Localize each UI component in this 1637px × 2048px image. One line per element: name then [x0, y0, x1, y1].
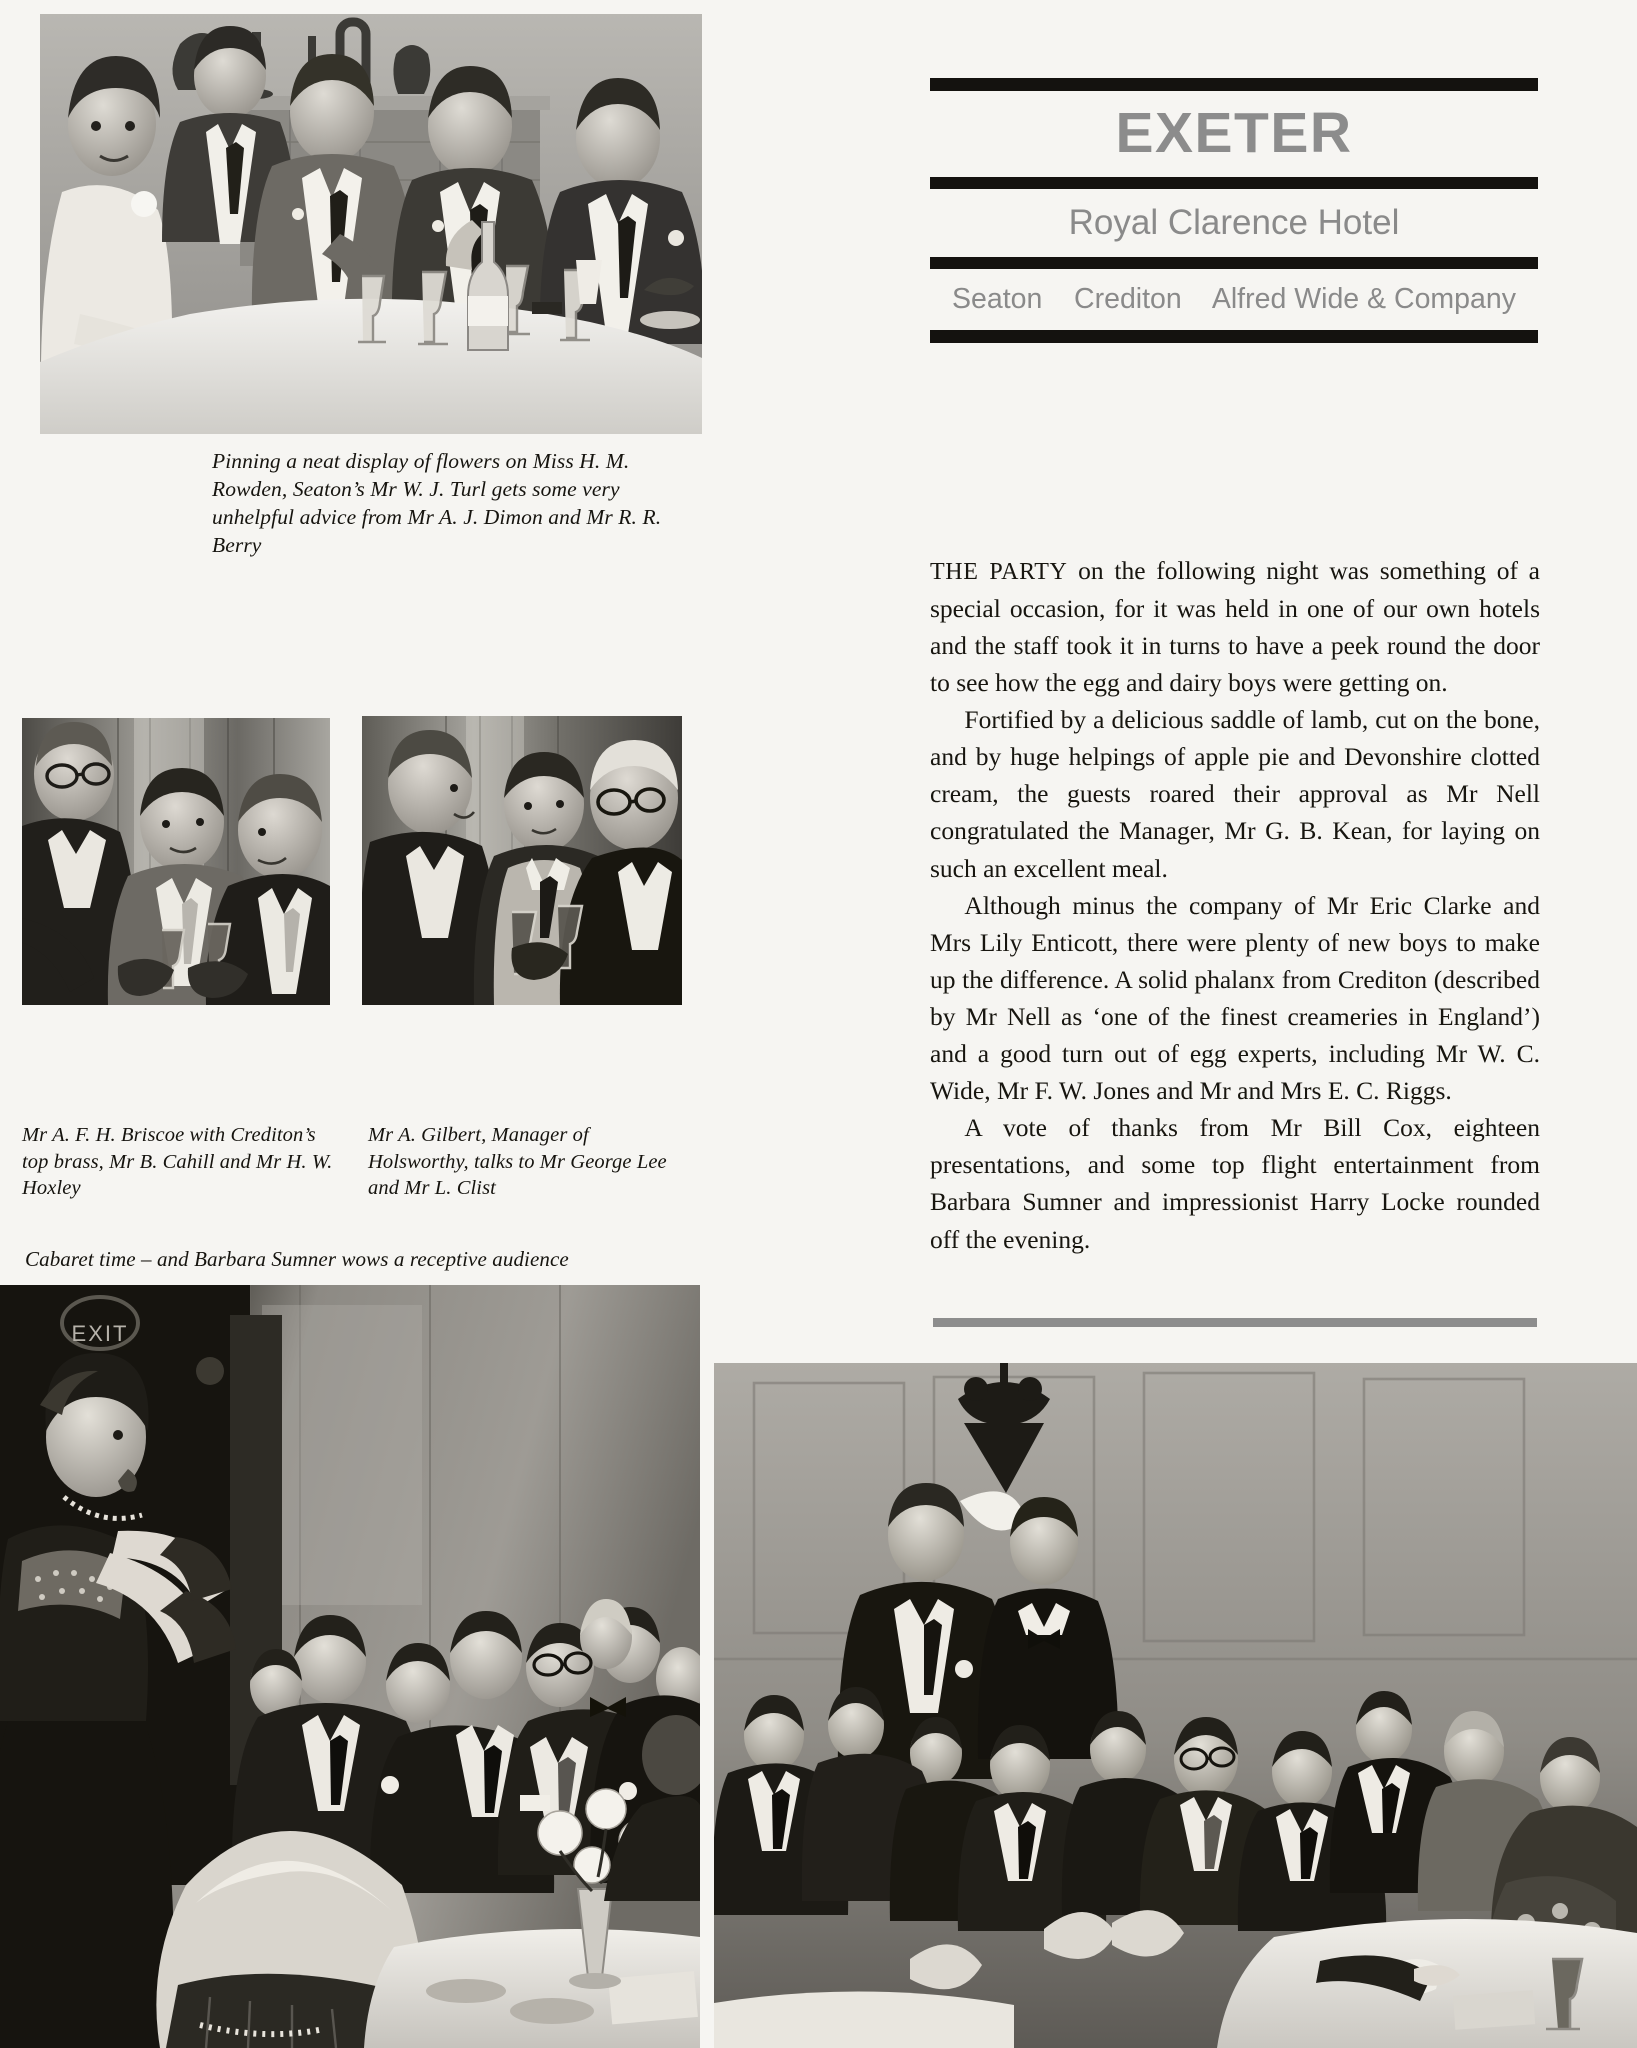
masthead-branches-text: Seaton Crediton Alfred Wide & Company: [952, 283, 1516, 315]
article-paragraph: [930, 701, 1540, 886]
article-paragraph: [930, 887, 1540, 1110]
caption-top-photo: Pinning a neat display of flowers on Miss H. M. Rowden, Seaton’s Mr W. J. Turl gets some very unhelpful advice from Mr A. J. Dimon and Mr R. R. Berry: [212, 449, 662, 557]
photo-briscoe-group: [22, 718, 330, 1005]
caption-gilbert: Mr A. Gilbert, Manager of Holsworthy, talks to Mr George Lee and Mr L. Clist: [368, 1124, 667, 1200]
article-lead-in: THE PARTY: [930, 559, 1068, 585]
article-paragraph-text: Fortified by a delicious saddle of lamb, cut on the bone, and by huge helpings of apple pie and Devonshire clotted cream, the guests roared their approval as Mr Nell congratulated the Manager, Mr G. B. Kean, for laying on such an excellent meal.: [930, 705, 1540, 883]
photo-president-group: [714, 1363, 1637, 2048]
masthead-title: EXETER: [1115, 101, 1353, 165]
section-divider-rule: [933, 1318, 1537, 1327]
masthead-subtitle: Royal Clarence Hotel: [1068, 203, 1400, 242]
photo-president-illustration: [714, 1363, 1637, 2048]
article-paragraph: [930, 552, 1540, 701]
photo-top-illustration: [40, 14, 702, 434]
masthead-rule-3: [930, 257, 1538, 269]
article-paragraph-text: A vote of thanks from Mr Bill Cox, eighteen presentations, and some top flight entertainment from Barbara Sumner and impressionist Harry Locke rounded off the evening.: [930, 1113, 1540, 1254]
svg-text:EXIT: EXIT: [71, 1321, 129, 1346]
masthead: [930, 78, 1538, 343]
photo-cabaret-illustration: [0, 1285, 700, 2048]
masthead-branches: [930, 269, 1538, 330]
article-paragraph: [930, 1109, 1540, 1257]
photo-gilbert-group: [362, 716, 682, 1005]
photo-gilbert-illustration: [362, 716, 682, 1005]
photo-cabaret-group: [0, 1285, 700, 2048]
masthead-rule-1: [930, 78, 1538, 91]
article-paragraph-text: Although minus the company of Mr Eric Clarke and Mrs Lily Enticott, there were plenty of new boys to make up the difference. A solid phalanx from Crediton (described by Mr Nell as ‘one of the finest creameries in England’) and a good turn out of egg experts, including Mr W. C. Wide, Mr F. W. Jones and Mr and Mrs E. C. Riggs.: [930, 890, 1540, 1106]
photo-top-table-group: [40, 14, 702, 434]
article-body: [930, 552, 1540, 1258]
masthead-rule-4: [930, 330, 1538, 343]
masthead-rule-2: [930, 177, 1538, 189]
caption-briscoe: Mr A. F. H. Briscoe with Crediton’s top brass, Mr B. Cahill and Mr H. W. Hoxley: [22, 1124, 333, 1200]
caption-cabaret: Cabaret time – and Barbara Sumner wows a receptive audience: [25, 1247, 569, 1271]
article-paragraph-text: on the following night was something of a special occasion, for it was held in one of our own hotels and the staff took it in turns to have a peek round the door to see how the egg and dairy boys were getting on.: [930, 556, 1540, 698]
photo-briscoe-illustration: [22, 718, 330, 1005]
